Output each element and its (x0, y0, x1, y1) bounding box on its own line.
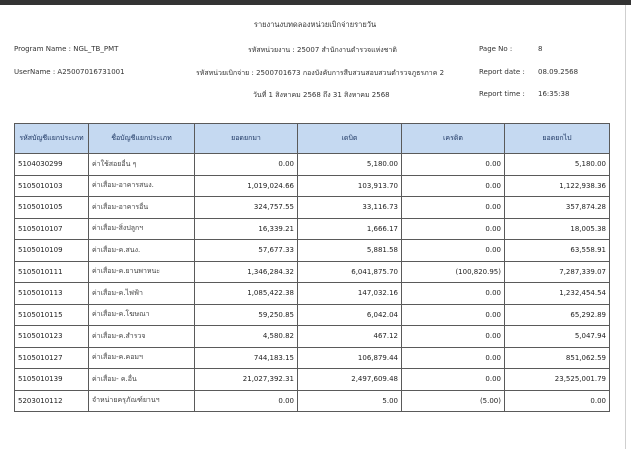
closing-balance-cell: 63,558.91 (505, 240, 610, 262)
column-header-account-code: รหัสบัญชีแยกประเภท (15, 124, 89, 154)
closing-balance-cell: 851,062.59 (505, 347, 610, 369)
credit-cell: (5.00) (402, 390, 505, 412)
account-code-cell: 5105010139 (15, 369, 89, 391)
opening-balance-cell: 1,346,284.32 (195, 261, 298, 283)
table-row (15, 197, 610, 219)
report-title: รายงานงบทดลองหน่วยเบิกจ่ายรายวัน (253, 20, 377, 29)
closing-balance-cell: 5,180.00 (505, 154, 610, 176)
account-code-cell: 5105010103 (15, 175, 89, 197)
account-name-cell: ค่าเสื่อม-ค.สำรวจ (89, 326, 195, 348)
credit-cell: 0.00 (402, 218, 505, 240)
account-name-cell: ค่าเสื่อม-ค.คอมฯ (89, 347, 195, 369)
closing-balance-cell: 1,122,938.36 (505, 175, 610, 197)
table-row (15, 175, 610, 197)
closing-balance-cell: 1,232,454.54 (505, 283, 610, 305)
account-code-cell: 5105010109 (15, 240, 89, 262)
debit-cell: 6,041,875.70 (298, 261, 402, 283)
debit-cell: 33,116.73 (298, 197, 402, 219)
report-time-value: 16:35:38 (538, 90, 570, 98)
account-name-cell: ค่าเสื่อม-สิ่งปลูกฯ (89, 218, 195, 240)
opening-balance-cell: 324,757.55 (195, 197, 298, 219)
report-date-value: 08.09.2568 (538, 68, 579, 76)
account-code-cell: 5105010105 (15, 197, 89, 219)
table-header-row (15, 124, 610, 154)
column-header-opening-balance: ยอดยกมา (195, 124, 298, 154)
account-code-cell: 5105010115 (15, 304, 89, 326)
table-row (15, 218, 610, 240)
account-name-cell: ค่าเสื่อม-อาคารอื่น (89, 197, 195, 219)
program-name: Program Name : NGL_TB_PMT (14, 45, 119, 53)
debit-cell: 6,042.04 (298, 304, 402, 326)
table-row (15, 390, 610, 412)
column-header-debit: เดบิต (298, 124, 402, 154)
account-code-cell: 5203010112 (15, 390, 89, 412)
credit-cell: 0.00 (402, 197, 505, 219)
debit-cell: 147,032.16 (298, 283, 402, 305)
opening-balance-cell: 4,580.82 (195, 326, 298, 348)
table-row (15, 283, 610, 305)
user-name: UserName : A25007016731001 (14, 68, 125, 76)
opening-balance-cell: 57,677.33 (195, 240, 298, 262)
closing-balance-cell: 7,287,339.07 (505, 261, 610, 283)
opening-balance-cell: 0.00 (195, 390, 298, 412)
account-name-cell: ค่าเสื่อม-ค.สนง. (89, 240, 195, 262)
credit-cell: 0.00 (402, 175, 505, 197)
account-code-cell: 5105010113 (15, 283, 89, 305)
debit-cell: 106,879.44 (298, 347, 402, 369)
debit-cell: 103,913.70 (298, 175, 402, 197)
opening-balance-cell: 1,019,024.66 (195, 175, 298, 197)
table-row (15, 240, 610, 262)
credit-cell: 0.00 (402, 326, 505, 348)
account-name-cell: ค่าใช้สอยอื่น ๆ (89, 154, 195, 176)
agency-code: รหัสหน่วยงาน : 25007 สำนักงานตำรวจแห่งชาติ (248, 46, 397, 54)
column-header-closing-balance: ยอดยกไป (505, 124, 610, 154)
debit-cell: 2,497,609.48 (298, 369, 402, 391)
opening-balance-cell: 16,339.21 (195, 218, 298, 240)
report-time-label: Report time : (479, 90, 525, 98)
opening-balance-cell: 59,250.85 (195, 304, 298, 326)
disbursing-unit: รหัสหน่วยเบิกจ่าย : 2500701673 กองบังคับการสืบสวนสอบสวนตำรวจภูธรภาค 2 (196, 69, 445, 77)
credit-cell: 0.00 (402, 283, 505, 305)
account-code-cell: 5105010107 (15, 218, 89, 240)
debit-cell: 1,666.17 (298, 218, 402, 240)
account-name-cell: ค่าเสื่อม- ค.อื่น (89, 369, 195, 391)
account-name-cell: ค่าเสื่อม-ค.ยานพาหนะ (89, 261, 195, 283)
account-name-cell: ค่าเสื่อม-อาคารสนง. (89, 175, 195, 197)
page-number-label: Page No : (479, 45, 513, 53)
report-date-label: Report date : (479, 68, 525, 76)
debit-cell: 5,180.00 (298, 154, 402, 176)
closing-balance-cell: 18,005.38 (505, 218, 610, 240)
credit-cell: 0.00 (402, 347, 505, 369)
closing-balance-cell: 5,047.94 (505, 326, 610, 348)
account-code-cell: 5104030299 (15, 154, 89, 176)
account-name-cell: จำหน่ายครุภัณฑ์ยานฯ (89, 390, 195, 412)
report-page (0, 5, 626, 449)
closing-balance-cell: 357,874.28 (505, 197, 610, 219)
account-name-cell: ค่าเสื่อม-ค.โฆษณา (89, 304, 195, 326)
account-name-cell: ค่าเสื่อม-ค.ไฟฟ้า (89, 283, 195, 305)
column-header-account-name: ชื่อบัญชีแยกประเภท (89, 124, 195, 154)
account-code-cell: 5105010111 (15, 261, 89, 283)
credit-cell: 0.00 (402, 369, 505, 391)
opening-balance-cell: 21,027,392.31 (195, 369, 298, 391)
credit-cell: 0.00 (402, 240, 505, 262)
debit-cell: 5.00 (298, 390, 402, 412)
credit-cell: 0.00 (402, 154, 505, 176)
account-code-cell: 5105010123 (15, 326, 89, 348)
table-row (15, 369, 610, 391)
closing-balance-cell: 65,292.89 (505, 304, 610, 326)
table-row (15, 347, 610, 369)
credit-cell: (100,820.95) (402, 261, 505, 283)
column-header-credit: เครดิต (402, 124, 505, 154)
table-row (15, 304, 610, 326)
table-row (15, 261, 610, 283)
closing-balance-cell: 0.00 (505, 390, 610, 412)
credit-cell: 0.00 (402, 304, 505, 326)
debit-cell: 5,881.58 (298, 240, 402, 262)
table-row (15, 326, 610, 348)
page-number-value: 8 (538, 45, 543, 53)
opening-balance-cell: 0.00 (195, 154, 298, 176)
opening-balance-cell: 1,085,422.38 (195, 283, 298, 305)
opening-balance-cell: 744,183.15 (195, 347, 298, 369)
account-code-cell: 5105010127 (15, 347, 89, 369)
date-range: วันที่ 1 สิงหาคม 2568 ถึง 31 สิงหาคม 2568 (253, 91, 390, 99)
table-row (15, 154, 610, 176)
debit-cell: 467.12 (298, 326, 402, 348)
trial-balance-table (14, 123, 610, 412)
closing-balance-cell: 23,525,001.79 (505, 369, 610, 391)
